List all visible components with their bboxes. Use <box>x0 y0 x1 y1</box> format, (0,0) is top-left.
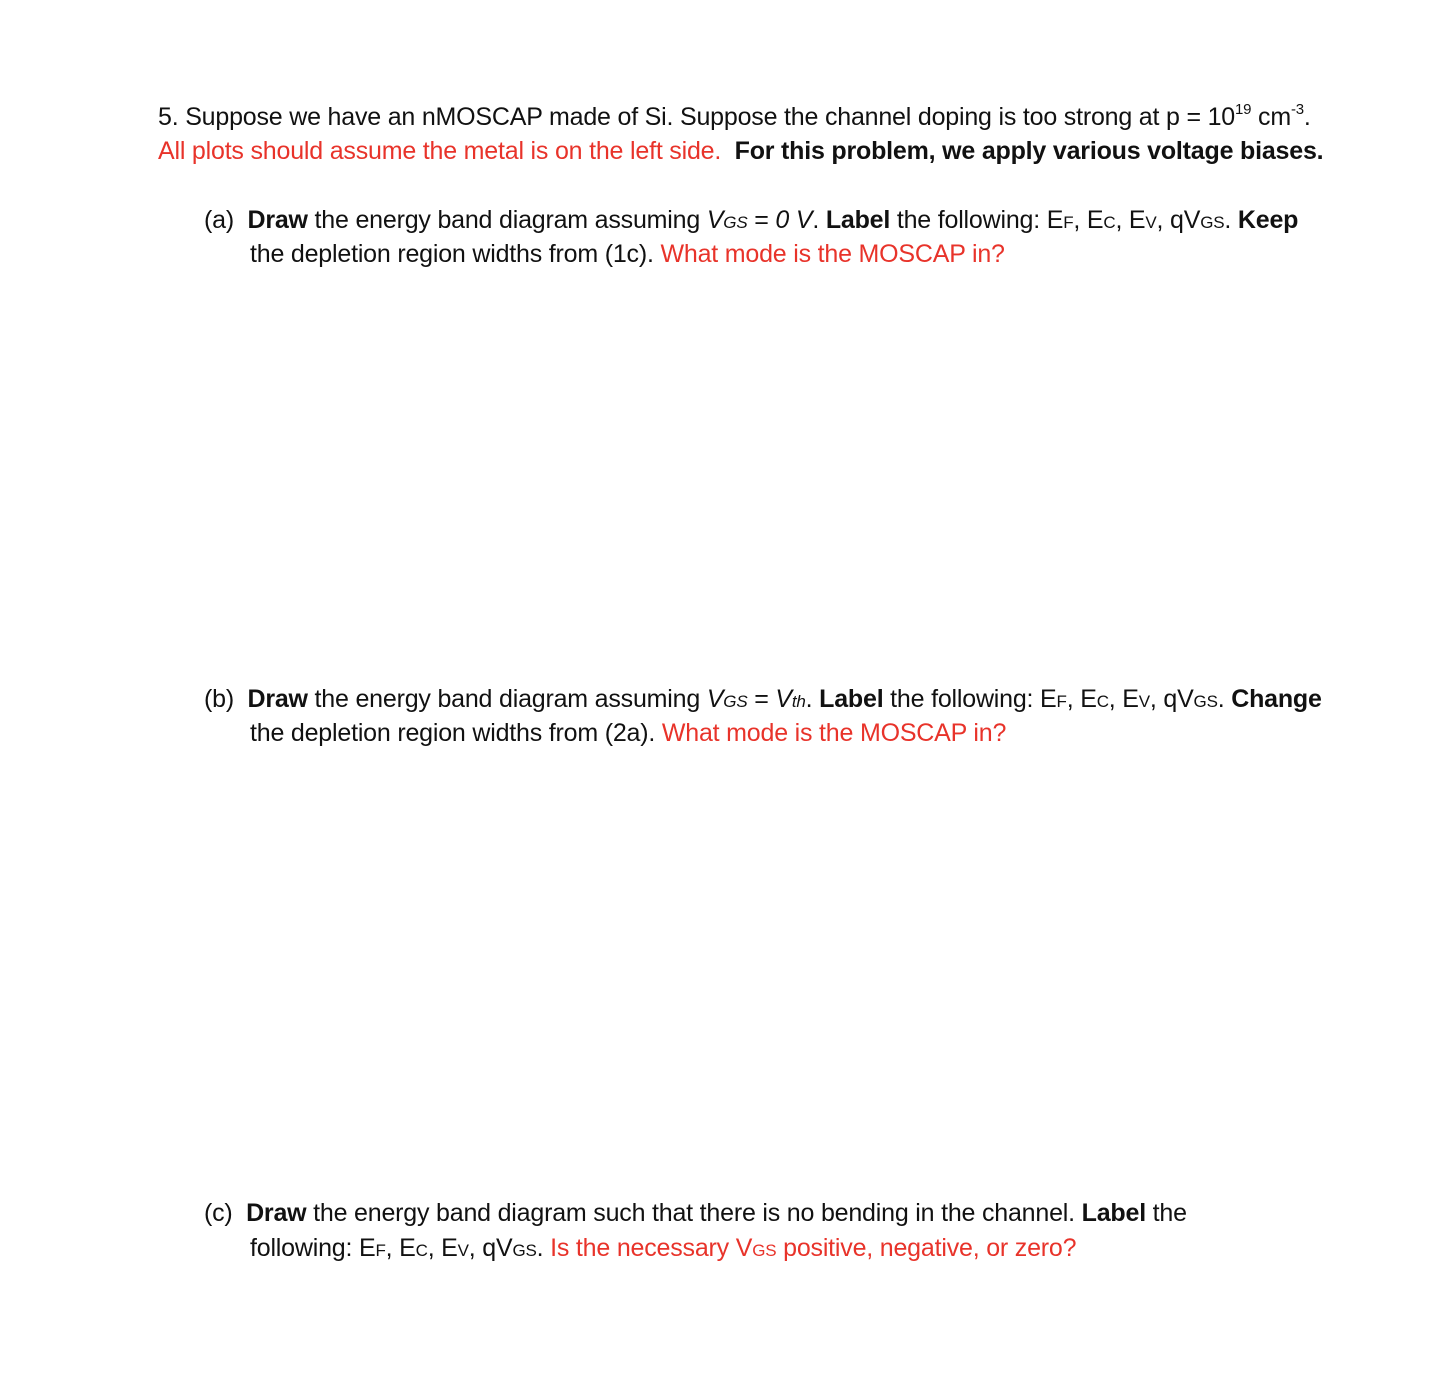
t: , E <box>427 1234 458 1262</box>
t: , E <box>1073 206 1104 234</box>
doping-exponent: 19 <box>1235 101 1252 118</box>
equals: = <box>747 685 776 713</box>
part-c-label-word: Label <box>1081 1199 1146 1227</box>
part-b-label: (b) <box>204 685 234 713</box>
part-b-depletion-text: the depletion region widths from (2a). <box>250 719 662 747</box>
t: . <box>1217 685 1232 713</box>
qvgs-subscript: GS <box>1193 692 1218 711</box>
part-b-action: Change <box>1231 685 1322 713</box>
problem-intro: Suppose we have an nMOSCAP made of Si. Suppose the channel doping is too strong at p = 10 <box>185 103 1236 131</box>
t: the following: E <box>883 685 1057 713</box>
problem-number: 5. <box>158 103 179 131</box>
voltage-bias-note: For this problem, we apply various voltage biases. <box>734 137 1324 165</box>
t: , E <box>1115 206 1146 234</box>
vth-subscript: th <box>791 692 806 711</box>
vgs-symbol: V <box>706 685 724 713</box>
vgs-subscript: GS <box>752 1241 777 1260</box>
part-c-following: following: E <box>250 1234 376 1262</box>
part-c-draw: Draw <box>246 1199 307 1227</box>
metal-left-note: All plots should assume the metal is on the left side. <box>158 137 722 165</box>
t: , qV <box>1149 685 1194 713</box>
vgs-value: 0 V <box>775 206 813 234</box>
period: . <box>1303 103 1311 131</box>
vgs-subscript: GS <box>723 213 748 232</box>
equals: = <box>747 206 776 234</box>
ec-subscript: C <box>1103 213 1116 232</box>
t: , E <box>1066 685 1097 713</box>
qvgs-subscript: GS <box>512 1241 537 1260</box>
part-a-line-2 <box>250 237 1005 271</box>
part-a-label-word: Label <box>825 206 891 234</box>
part-c-text: the energy band diagram such that there is no bending in the channel. <box>306 1199 1082 1227</box>
part-a-action: Keep <box>1237 206 1299 234</box>
part-b-draw: Draw <box>247 685 308 713</box>
ev-subscript: V <box>1138 692 1150 711</box>
vgs-symbol: V <box>706 206 724 234</box>
t: the following: E <box>890 206 1064 234</box>
ef-subscript: F <box>1056 692 1067 711</box>
part-a-label: (a) <box>204 206 234 234</box>
sep: . <box>812 206 826 234</box>
t: . <box>1224 206 1238 234</box>
part-b-line-1 <box>204 682 1322 716</box>
ec-subscript: C <box>415 1241 428 1260</box>
part-c-line-2 <box>250 1231 1076 1265</box>
t: , E <box>385 1234 416 1262</box>
t: , E <box>1108 685 1139 713</box>
units-cm: cm <box>1251 103 1291 131</box>
units-exponent: -3 <box>1290 101 1304 118</box>
part-a-draw: Draw <box>247 206 308 234</box>
part-a-depletion-text: the depletion region widths from (1c). <box>250 240 661 268</box>
vth-symbol: V <box>775 685 792 713</box>
vgs-subscript: GS <box>723 692 748 711</box>
problem-statement-line-2 <box>158 134 1323 168</box>
ef-subscript: F <box>1063 213 1074 232</box>
part-a-line-1 <box>204 203 1298 237</box>
part-b-line-2 <box>250 716 1006 750</box>
ec-subscript: C <box>1096 692 1109 711</box>
t: the <box>1145 1199 1187 1227</box>
part-a-text: the energy band diagram assuming <box>307 206 707 234</box>
part-b-label-word: Label <box>819 685 884 713</box>
part-c-question <box>550 1234 1076 1262</box>
part-c-label: (c) <box>204 1199 233 1227</box>
part-a-question: What mode is the MOSCAP in? <box>660 240 1005 268</box>
t: , qV <box>468 1234 513 1262</box>
sep: . <box>805 685 820 713</box>
part-b-text: the energy band diagram assuming <box>307 685 707 713</box>
part-b-question: What mode is the MOSCAP in? <box>661 719 1007 747</box>
q-a: Is the necessary V <box>550 1234 753 1262</box>
problem-statement-line-1 <box>158 100 1311 134</box>
t: . <box>536 1234 551 1262</box>
q-b: positive, negative, or zero? <box>776 1234 1077 1262</box>
ev-subscript: V <box>1145 213 1157 232</box>
t: , qV <box>1156 206 1201 234</box>
part-c-line-1 <box>204 1196 1187 1230</box>
qvgs-subscript: GS <box>1200 213 1225 232</box>
ev-subscript: V <box>457 1241 469 1260</box>
ef-subscript: F <box>375 1241 386 1260</box>
